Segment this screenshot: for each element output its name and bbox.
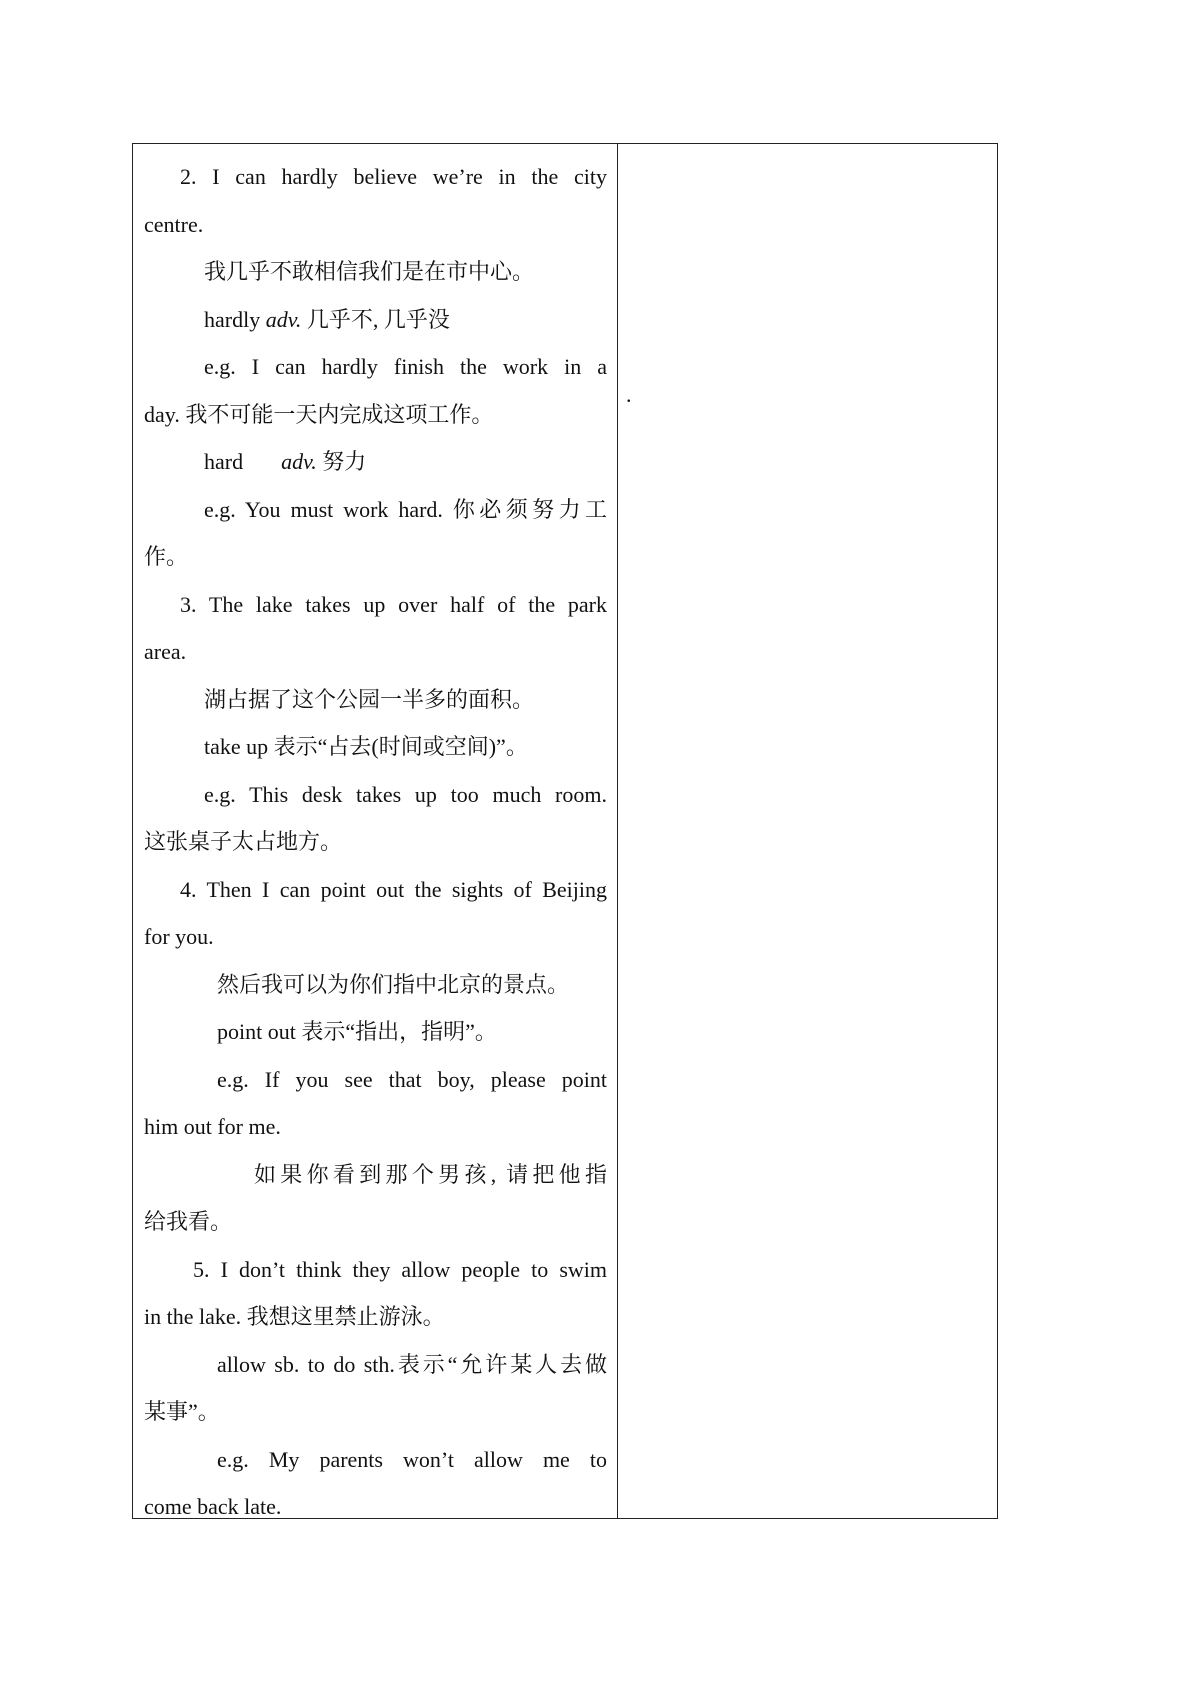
hard-meaning: 努力: [322, 449, 367, 474]
notes-cell: [133, 144, 618, 1518]
hard-definition: [144, 438, 607, 486]
hardly-pos: adv.: [265, 306, 302, 332]
allow-note-cont: 某事”。: [144, 1399, 220, 1424]
hard-example-cont: 作。: [144, 544, 189, 569]
item-2-translation: 我几乎不敢相信我们是在市中心。: [204, 259, 535, 284]
hardly-example: e.g. I can hardly finish the work in a: [204, 354, 607, 379]
point-out-note: point out 表示“指出，指明”。: [217, 1019, 497, 1044]
hard-word: hard: [204, 449, 244, 474]
notes-table: [132, 143, 998, 1519]
allow-example: e.g. My parents won’t allow me to: [217, 1446, 607, 1472]
hardly-word: hardly: [204, 306, 261, 332]
item-2-sentence: 2. I can hardly believe we’re in the city: [180, 164, 607, 189]
point-out-example-cn: 如果你看到那个男孩, 请把他指: [254, 1161, 607, 1187]
hardly-example-cont: day. 我不可能一天内完成这项工作。: [144, 401, 494, 427]
item-2-sentence-cont: centre.: [144, 211, 204, 237]
point-out-example: e.g. If you see that boy, please point: [217, 1066, 607, 1092]
blank-cell: [618, 144, 997, 1518]
item-3-sentence-cont: area.: [144, 639, 187, 664]
item-3-translation: 湖占据了这个公园一半多的面积。: [204, 686, 535, 712]
item-4-sentence-cont: for you.: [144, 924, 214, 949]
point-out-example-cont: him out for me.: [144, 1114, 281, 1139]
hardly-definition: [144, 296, 607, 344]
stray-dot: .: [626, 382, 632, 407]
item-5-sentence: 5. I don’t think they allow people to swim: [193, 1256, 607, 1282]
hard-pos: adv.: [281, 449, 317, 474]
hardly-meaning: 几乎不, 几乎没: [306, 306, 450, 332]
point-out-example-cn-cont: 给我看。: [144, 1209, 233, 1234]
allow-note: allow sb. to do sth.表示“允许某人去做: [217, 1351, 607, 1377]
take-up-example: e.g. This desk takes up too much room.: [204, 781, 607, 807]
take-up-note: take up 表示“占去(时间或空间)”。: [204, 734, 528, 759]
allow-example-cont: come back late.: [144, 1494, 282, 1519]
item-4-sentence: 4. Then I can point out the sights of Beijing: [180, 876, 607, 902]
item-4-translation: 然后我可以为你们指中北京的景点。: [217, 971, 570, 997]
take-up-example-cont: 这张桌子太占地方。: [144, 829, 343, 854]
item-3-sentence: 3. The lake takes up over half of the park: [180, 591, 607, 617]
item-5-sentence-cont: in the lake. 我想这里禁止游泳。: [144, 1304, 445, 1329]
hard-example: e.g. You must work hard. 你必须努力工: [204, 496, 607, 522]
